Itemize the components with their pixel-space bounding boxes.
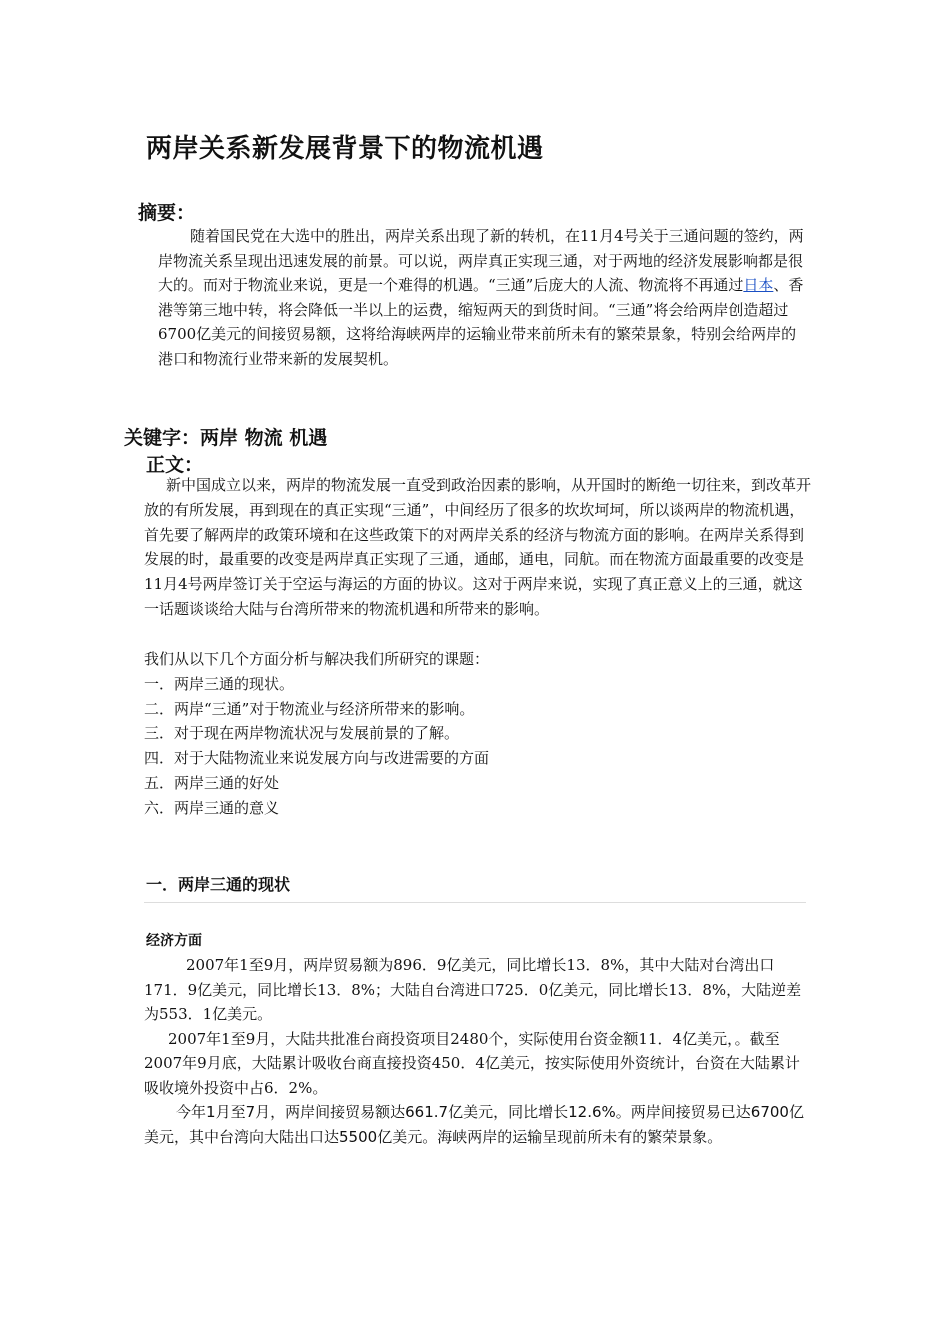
p3-number: 7 xyxy=(245,1103,256,1121)
keywords-line: 关键字：两岸 物流 机遇 xyxy=(124,427,328,449)
section-heading: 一．两岸三通的现状 xyxy=(146,875,291,894)
abstract-heading: 摘要： xyxy=(138,202,196,224)
p3-number: 1 xyxy=(206,1103,216,1121)
p3-text: 月，两岸间接贸易额达 xyxy=(255,1103,406,1121)
p3-text: 今年 xyxy=(176,1103,207,1121)
p3-text: 亿美元。海峡两岸的运输呈现前所未有的繁荣景象。 xyxy=(377,1127,723,1146)
body-paragraph xyxy=(144,473,814,622)
economy-paragraph-1 xyxy=(144,953,809,1027)
p3-number: 5500 xyxy=(339,1127,378,1146)
p3-text: 亿美元，同比增长 xyxy=(448,1103,569,1121)
p3-text: 。两岸间接贸易已达 xyxy=(615,1103,751,1121)
list-intro: 我们从以下几个方面分析与解决我们所研究的课题： xyxy=(144,650,490,668)
body-heading: 正文： xyxy=(146,454,204,476)
list-item: 一．两岸三通的现状。 xyxy=(144,674,295,693)
p3-number: 6700 xyxy=(750,1103,789,1121)
document-title: 两岸关系新发展背景下的物流机遇 xyxy=(146,134,544,164)
abstract-paragraph xyxy=(158,224,808,371)
abstract-text-before-link: 随着国民党在大选中的胜出，两岸关系出现了新的转机，在11月4号关于三通问题的签约，两岸物流关系呈现出迅速发展的前景。可以说，两岸真正实现三通，对于两地的经济发展影响都是很大的。而对于物流业来说，更是一个难得的机遇。“三通”后庞大的人流、物流将不再通过 xyxy=(158,227,804,294)
economy-paragraphs xyxy=(144,953,809,1149)
economy-paragraph-2 xyxy=(144,1027,809,1101)
p3-number: 12.6% xyxy=(568,1103,616,1121)
body-text xyxy=(144,473,814,622)
list-item: 二．两岸“三通”对于物流业与经济所带来的影响。 xyxy=(144,699,475,718)
section-divider xyxy=(144,902,806,903)
abstract-text-after-link: 、香港等第三地中转，将会降低一半以上的运费，缩短两天的到货时间。“三通”将会给两岸创造超过6700亿美元的间接贸易额，这将给海峡两岸的运输业带来前所未有的繁荣景象，特别会给两岸的港口和物流行业带来新的发展契机。 xyxy=(158,276,804,368)
topic-list xyxy=(144,647,814,821)
economy-text-1: 2007年1至9月，两岸贸易额为896．9亿美元，同比增长13．8%，其中大陆对台湾出口171．9亿美元，同比增长13．8%；大陆自台湾进口725．0亿美元，同比增长13．8%，大陆逆差为553．1亿美元。 xyxy=(144,956,802,1023)
economy-text-2: 2007年1至9月，大陆共批准台商投资项目2480个，实际使用台资金额11．4亿美元，。截至2007年9月底，大陆累计吸收台商直接投资450．4亿美元，按实际使用外资统计，台资在大陆累计吸收境外投资中占6．2%。 xyxy=(144,1029,800,1097)
body-paragraph-text: 新中国成立以来，两岸的物流发展一直受到政治因素的影响，从开国时的断绝一切往来，到改革开放的有所发展，再到现在的真正实现“三通”，中间经历了很多的坎坎坷坷，所以谈两岸的物流机遇，首先要了解两岸的政策环境和在这些政策下的对两岸关系的经济与物流方面的影响。在两岸关系得到发展的时，最重要的改变是两岸真正实现了三通，通邮，通电，同航。而在物流方面最重要的改变是11月4号两岸签订关于空运与海运的方面的协议。这对于两岸来说，实现了真正意义上的三通，就这一话题谈谈给大陆与台湾所带来的物流机遇和所带来的影响。 xyxy=(144,476,812,618)
list-item: 五．两岸三通的好处 xyxy=(144,773,280,792)
p3-number: 661.7 xyxy=(405,1103,449,1121)
list-item: 三．对于现在两岸物流状况与发展前景的了解。 xyxy=(144,724,460,743)
subsection-heading: 经济方面 xyxy=(146,933,202,949)
list-item: 四．对于大陆物流业来说发展方向与改进需要的方面 xyxy=(144,749,490,768)
p3-text: 亿美元，其中台湾向大陆出口达 xyxy=(144,1103,804,1146)
p3-text: 月至 xyxy=(215,1103,246,1121)
list-item: 六．两岸三通的意义 xyxy=(144,798,280,817)
economy-paragraph-3 xyxy=(144,1100,809,1149)
japan-link[interactable]: 日本 xyxy=(743,276,774,294)
